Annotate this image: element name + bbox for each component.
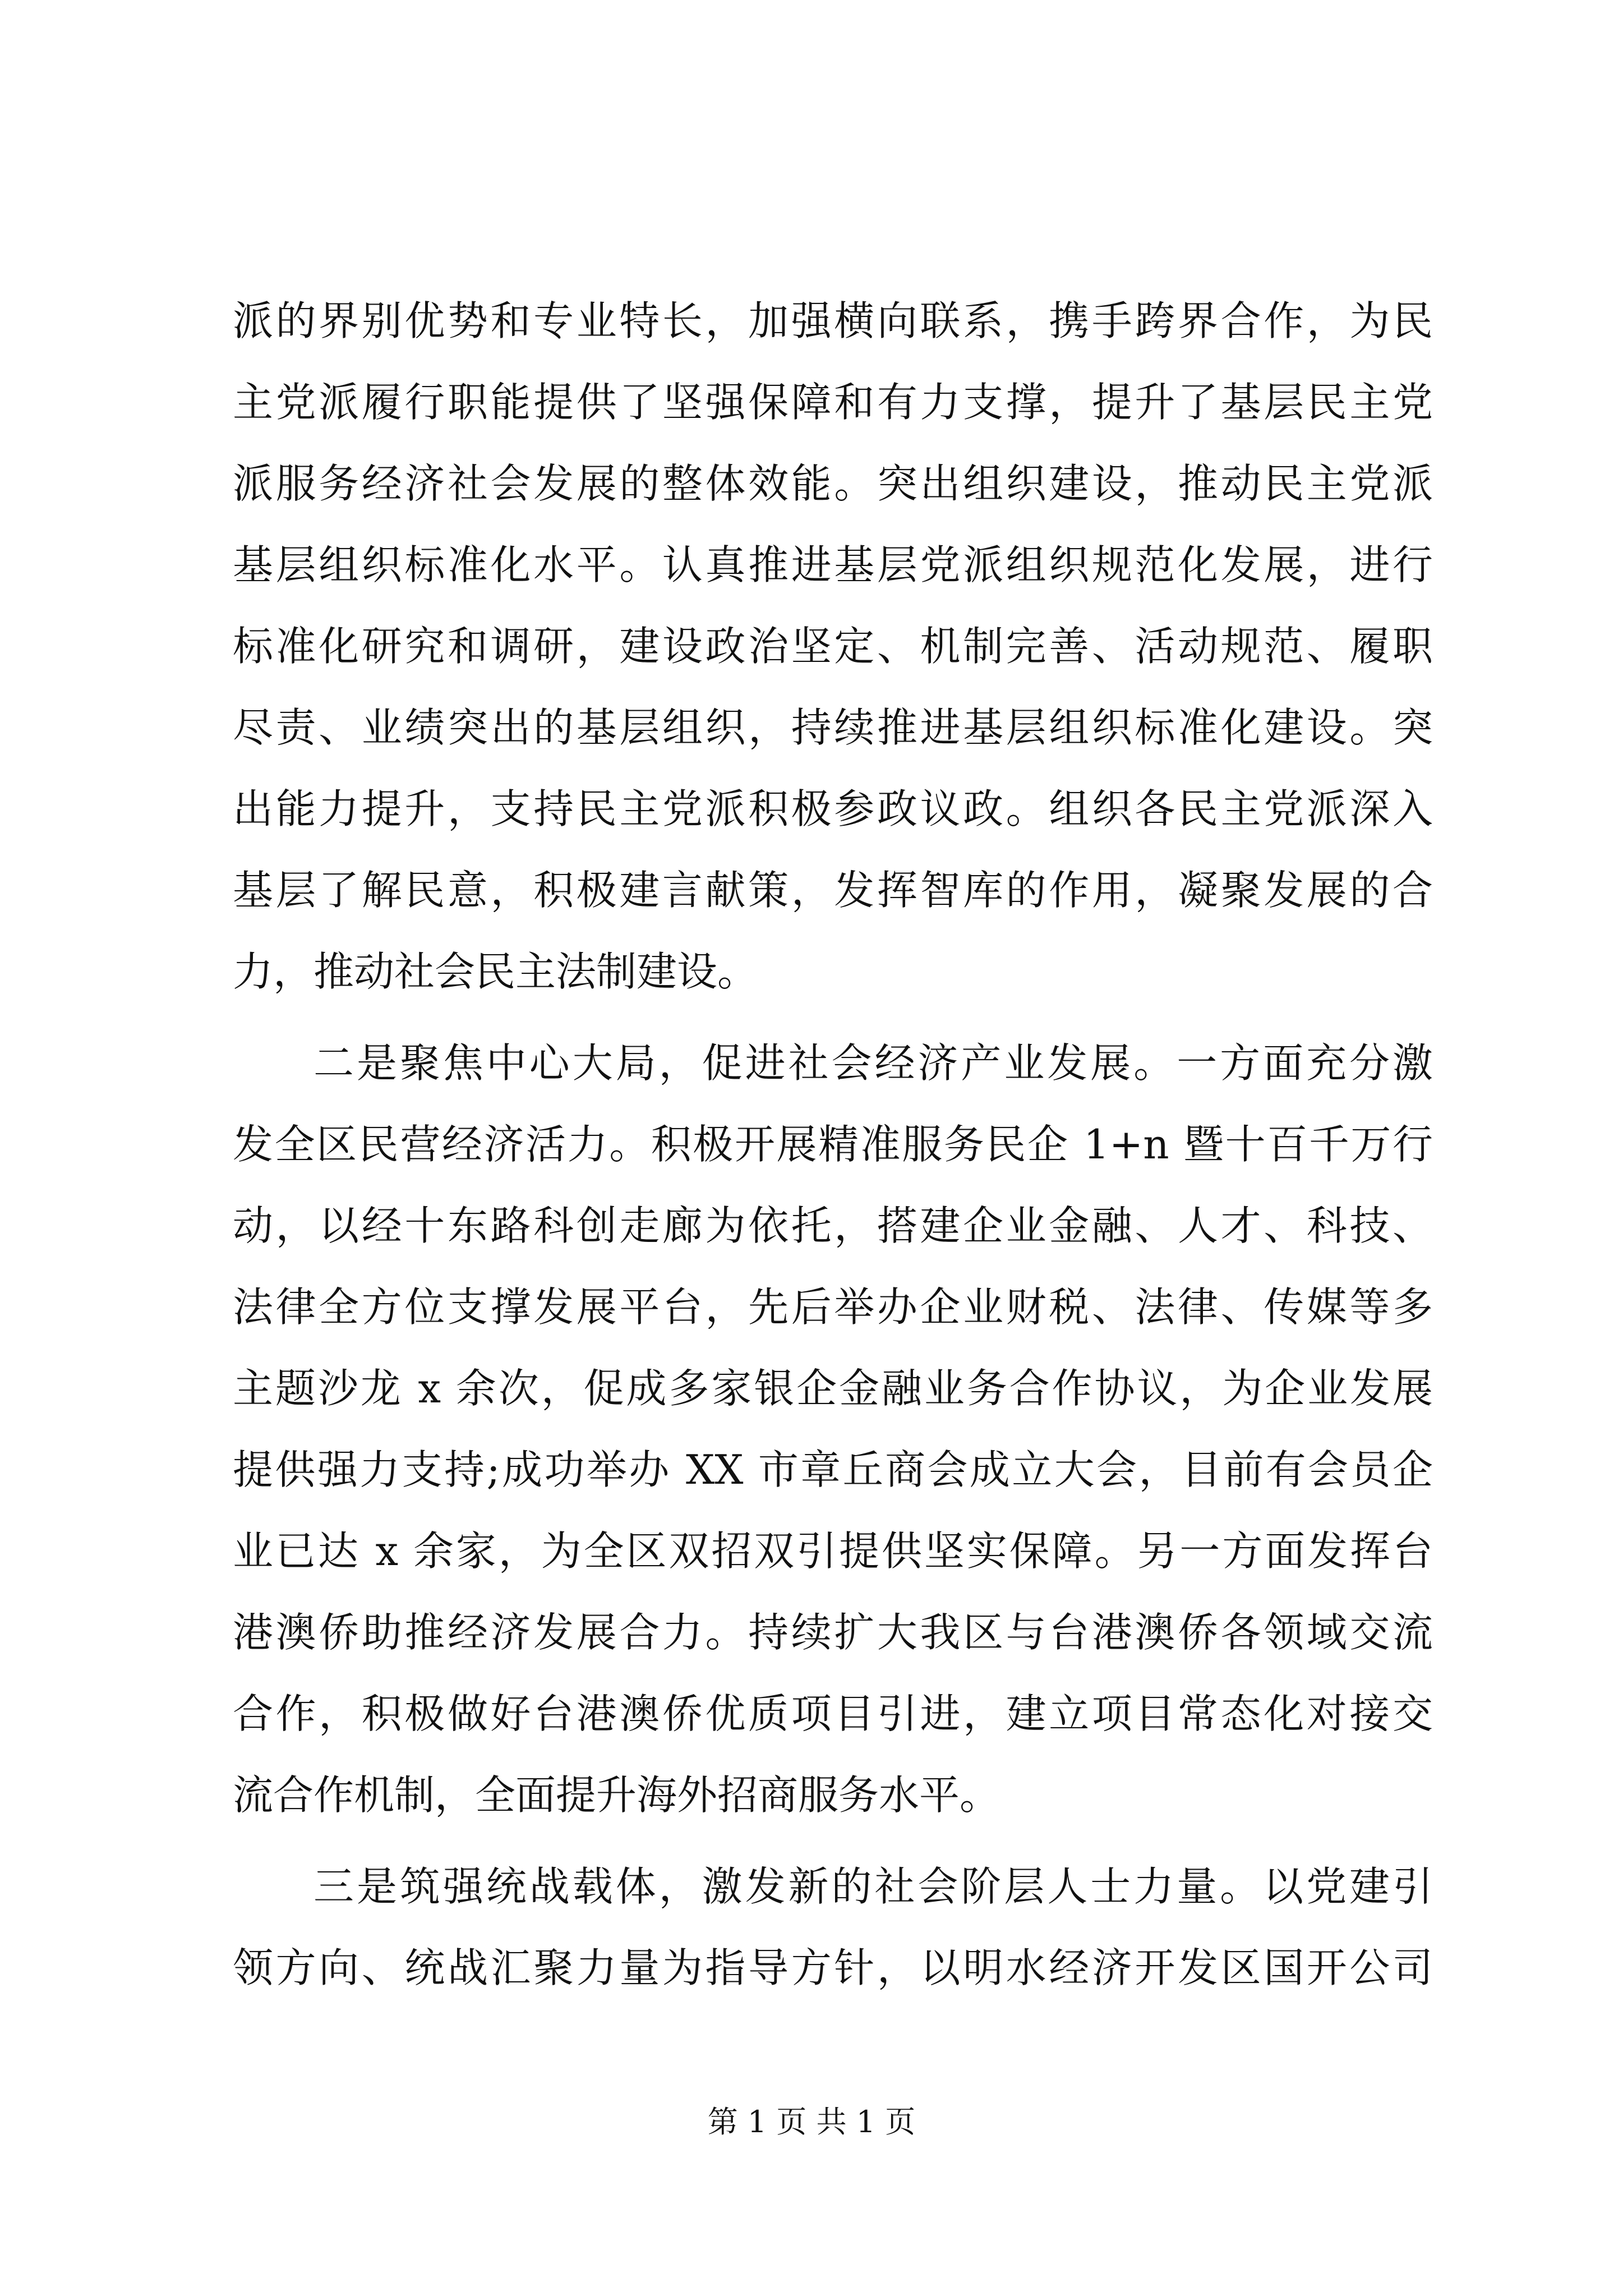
paragraph-gap bbox=[233, 1836, 1433, 1846]
text-line: 二是聚焦中心大局，促进社会经济产业发展。一方面充分激 bbox=[313, 1039, 1433, 1087]
text-line: 主题沙龙 x 余次，促成多家银企金融业务合作协议，为企业发展 bbox=[233, 1365, 1433, 1412]
paragraph-1 bbox=[233, 280, 1433, 1013]
text-line: 主党派履行职能提供了坚强保障和有力支撑，提升了基层民主党 bbox=[233, 379, 1433, 426]
text-line: 发全区民营经济活力。积极开展精准服务民企 1+n 暨十百千万行 bbox=[233, 1121, 1433, 1168]
text-line: 力，推动社会民主法制建设。 bbox=[233, 948, 758, 995]
text-line: 尽责、业绩突出的基层组织，持续推进基层组织标准化建设。突 bbox=[233, 704, 1433, 751]
page-footer: 第 1 页 共 1 页 bbox=[707, 2104, 916, 2139]
text-line: 基层了解民意，积极建言献策，发挥智库的作用，凝聚发展的合 bbox=[233, 867, 1433, 914]
text-line: 法律全方位支撑发展平台，先后举办企业财税、法律、传媒等多 bbox=[233, 1283, 1433, 1331]
text-line: 提供强力支持;成功举办 XX 市章丘商会成立大会，目前有会员企 bbox=[233, 1446, 1433, 1493]
document-body bbox=[233, 280, 1433, 2009]
text-line: 出能力提升，支持民主党派积极参政议政。组织各民主党派深入 bbox=[233, 785, 1433, 832]
text-line: 合作，积极做好台港澳侨优质项目引进，建立项目常态化对接交 bbox=[233, 1690, 1433, 1737]
text-line: 派的界别优势和专业特长，加强横向联系，携手跨界合作，为民 bbox=[233, 297, 1433, 344]
paragraph-gap bbox=[233, 1013, 1433, 1023]
paragraph-2 bbox=[233, 1023, 1433, 1836]
text-line: 标准化研究和调研，建设政治坚定、机制完善、活动规范、履职 bbox=[233, 623, 1433, 670]
text-line: 三是筑强统战载体，激发新的社会阶层人士力量。以党建引 bbox=[313, 1863, 1433, 1910]
text-line: 港澳侨助推经济发展合力。持续扩大我区与台港澳侨各领域交流 bbox=[233, 1609, 1433, 1656]
paragraph-3 bbox=[233, 1846, 1433, 2009]
text-line: 领方向、统战汇聚力量为指导方针，以明水经济开发区国开公司 bbox=[233, 1944, 1433, 1991]
text-line: 派服务经济社会发展的整体效能。突出组织建设，推动民主党派 bbox=[233, 460, 1433, 507]
text-line: 动，以经十东路科创走廊为依托，搭建企业金融、人才、科技、 bbox=[233, 1202, 1433, 1249]
text-line: 基层组织标准化水平。认真推进基层党派组织规范化发展，进行 bbox=[233, 541, 1433, 588]
text-line: 流合作机制，全面提升海外招商服务水平。 bbox=[233, 1772, 1000, 1819]
text-line: 业已达 x 余家，为全区双招双引提供坚实保障。另一方面发挥台 bbox=[233, 1527, 1433, 1575]
